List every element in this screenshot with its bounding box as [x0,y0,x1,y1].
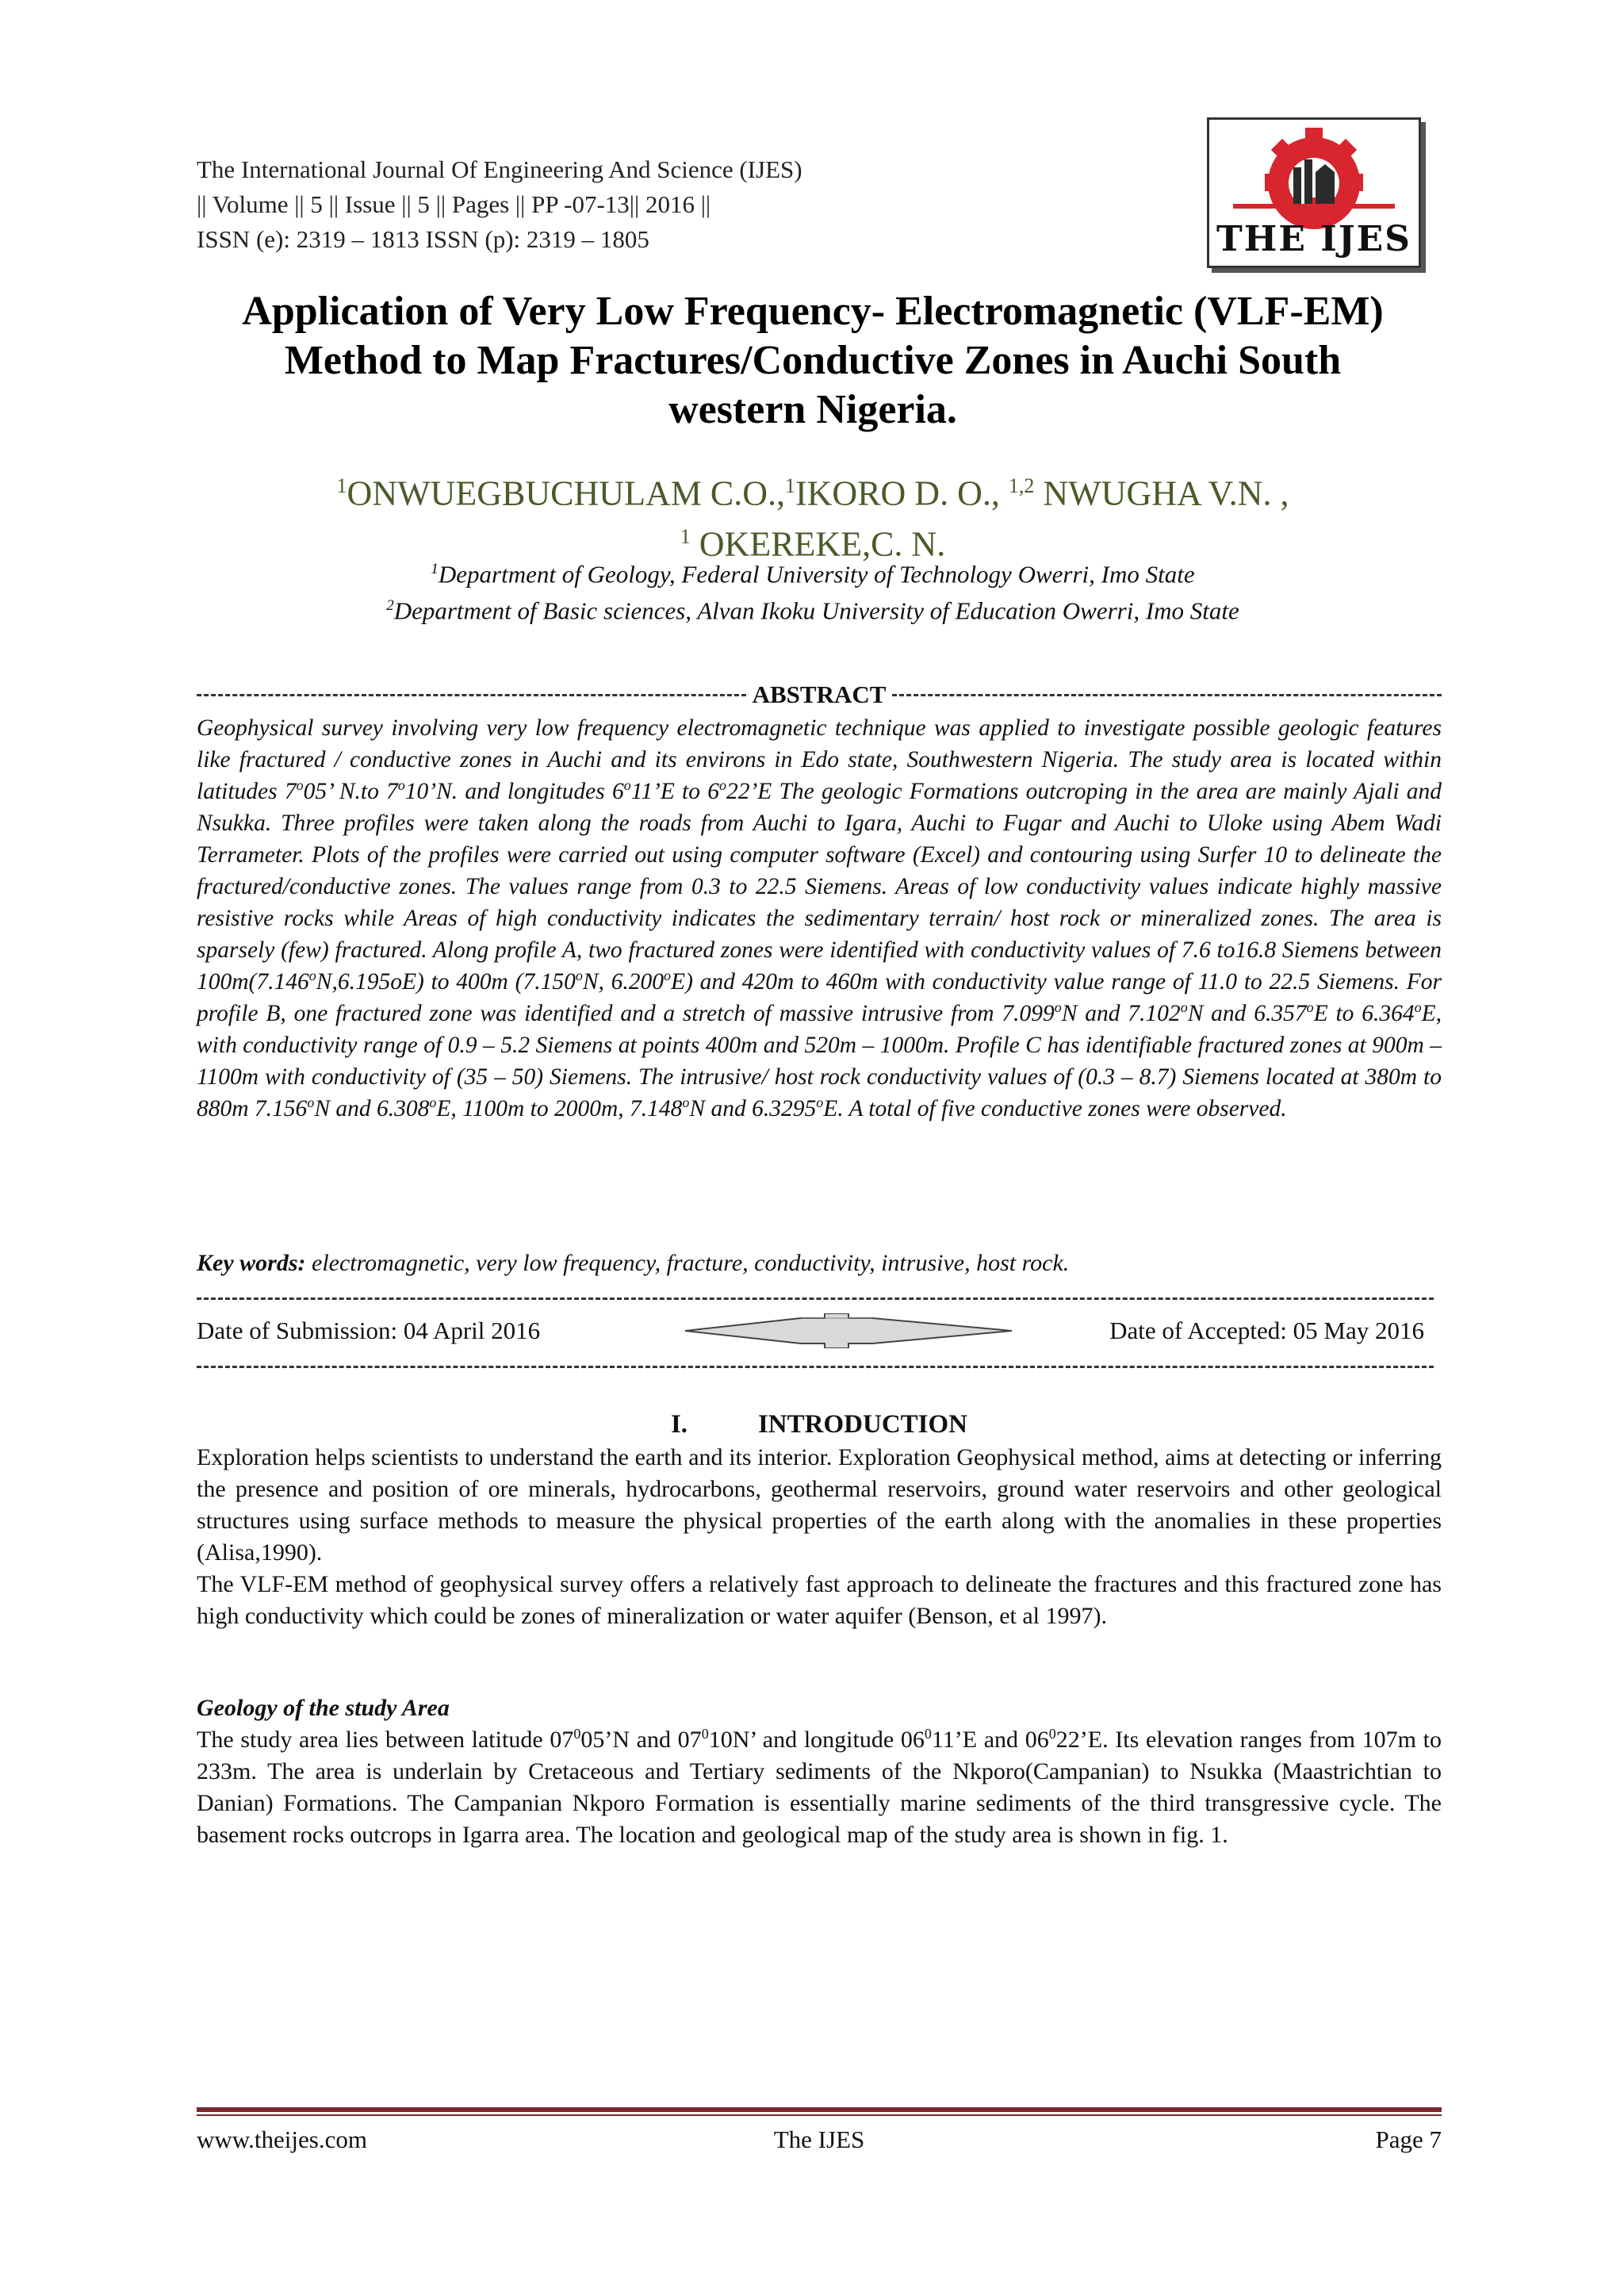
footer-rule [197,2107,1442,2112]
intro-paragraph-1: Exploration helps scientists to understand the earth and its interior. Exploration Geophysical method, aims at detecting or inferring the presence and position of ore minerals, hydrocarbons, geothermal reservoirs, ground water reservoirs and other geological structures using surface methods to measure the physical properties of the earth along with the anomalies in these properties (Alisa,1990). [197,1444,1442,1566]
author-name: NWUGHA V.N. , [1034,473,1289,513]
affil-sup: 1 [431,561,439,577]
author-list [159,465,1467,565]
affil-sup: 2 [386,597,394,615]
keywords-text: electromagnetic, very low frequency, fracture, conductivity, intrusive, host rock. [305,1250,1070,1276]
abstract-body: Geophysical survey involving very low frequency electromagnetic technique was applied to investigate possible geologic features like fractured / conductive zones in Auchi and its environs in Edo state, Southwestern Nigeria. The study area is located within latitudes 7$^o$05’ N.to 7$^o$10’N. and longitudes 6$^o$11’E to 6$^o$22’E The geologic Formations outcroping in the area are mainly Ajali and Nsukka. Three profiles were taken along the roads from Auchi to Igara, Auchi to Fugar and Auchi to Uloke using Abem Wadi Terrameter. Plots of the profiles were carried out using computer software (Excel) and contouring using Surfer 10 to delineate the fractured/conductive zones. The values range from 0.3 to 22.5 Siemens. Areas of low conductivity values indicate highly massive resistive rocks while Areas of high conductivity indicates the sedimentary terrain/ host rock or mineralized zones. The area is sparsely (few) fractured. Along profile A, two fractured zones were identified with conductivity values of 7.6 to16.8 Siemens between 100m(7.146$^o$N,6.195oE) to 400m (7.150$^o$N, 6.200$^o$E) and 420m to 460m with conductivity value range of 11.0 to 22.5 Siemens. For profile B, one fractured zone was identified and a stretch of massive intrusive from 7.099$^o$N and 7.102$^o$N and 6.357$^o$E to 6.364$^o$E, with conductivity range of 0.9 – 5.2 Siemens at points 400m and 520m – 1000m. Profile C has identifiable fractured zones at 900m – 1100m with conductivity of (35 – 50) Siemens. The intrusive/ host rock conductivity values of (0.3 – 8.7) Siemens located at 380m to 880m 7.156$^o$N and 6.308$^o$E, 1100m to 2000m, 7.148$^o$N and 6.3295$^o$E. A total of five conductive zones were observed. [197,715,1442,1121]
journal-volume: || Volume || 5 || Issue || 5 || Pages || PP -07-13|| 2016 || [197,190,711,218]
keywords-label: Key words: [197,1250,306,1276]
footer-page-number: Page 7 [1375,2125,1442,2153]
affiliation-2: Department of Basic sciences, Alvan Ikoku University of Education Owerri, Imo State [393,596,1239,625]
journal-name: The International Journal Of Engineering And Science (IJES) [197,155,802,183]
section-heading-introduction [197,1407,1442,1442]
author-sup: 1 [336,474,347,497]
author-sup: 1 [680,524,691,548]
accepted-date: Date of Accepted: 05 May 2016 [1109,1317,1424,1344]
footer-website[interactable]: www.theijes.com [197,2125,367,2153]
divider [197,694,746,696]
page-footer [197,2122,1442,2157]
submission-date: Date of Submission: 04 April 2016 [197,1317,541,1344]
affiliations [159,554,1467,627]
author-sup: 1 [784,474,795,497]
geology-paragraph: The study area lies between latitude $07^005’N$ and $07^010N$’ and longitude $06^011’E$ and $06^022’E$. Its elevation ranges from 107m to 233m. The area is underlain by Cretaceous and Tertiary sediments of the Nkporo(Campanian) to Nsukka (Maastrichtian to Danian) Formations. The Campanian Nkporo Formation is essentially marine sediments of the third transgressive cycle. The basement rocks outcrops in Igarra area. The location and geological map of the study area is shown in fig. 1. [197,1726,1442,1848]
divider [892,694,1442,696]
footer-journal: The IJES [773,2125,865,2153]
keywords [197,1248,1442,1279]
affiliation-1: Department of Geology, Federal University of Technology Owerri, Imo State [438,560,1195,588]
divider [197,1297,1434,1300]
author-sup: 1,2 [1008,474,1035,497]
title-line-1: Application of Very Low Frequency- Electromagnetic (VLF-EM) [242,289,1384,334]
paper-title [159,287,1467,435]
footer-rule-thin [197,2114,1442,2116]
logo-text: THE IJES [1216,219,1411,259]
title-line-3: western Nigeria. [668,387,957,432]
double-arrow-icon [682,1313,1015,1348]
abstract-label: ABSTRACT [752,680,887,708]
ijes-logo [1207,117,1421,268]
journal-issn: ISSN (e): 2319 – 1813 ISSN (p): 2319 – 1805 [197,225,649,253]
section-number: I. [670,1410,688,1439]
intro-paragraph-2: The VLF-EM method of geophysical survey offers a relatively fast approach to delineate the fractures and this fractured zone has high conductivity which could be zones of mineralization or water aquifer (Benson, et al 1997). [197,1571,1442,1629]
author-name: OKEREKE,C. N. [690,524,946,564]
dates-row [197,1312,1434,1350]
author-name: IKORO D. O., [795,473,1009,513]
journal-header [197,152,1188,257]
subheading-geology: Geology of the study Area [197,1695,450,1721]
title-line-2: Method to Map Fractures/Conductive Zones in Auchi South [284,338,1342,383]
abstract-heading [197,679,1442,711]
divider [197,1366,1434,1368]
section-title: INTRODUCTION [757,1410,968,1439]
author-name: ONWUEGBUCHULAM C.O., [347,473,785,513]
